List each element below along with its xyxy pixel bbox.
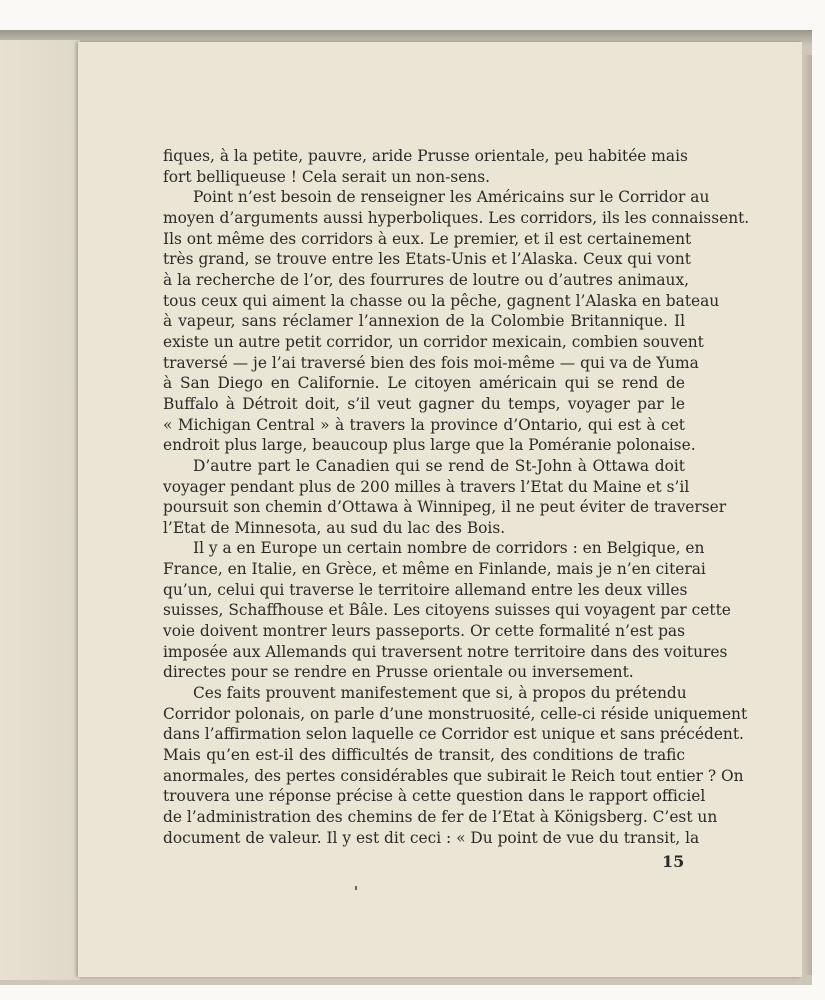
text-line: voyager pendant plus de 200 milles à travers l’Etat du Maine et s’il <box>163 477 690 496</box>
text-line: Point n’est besoin de renseigner les Américains sur le Corridor au <box>193 188 710 207</box>
text-line: « Michigan Central » à travers la province d’Ontario, qui est à cet <box>163 415 685 434</box>
text-line: Ils ont même des corridors à eux. Le premier, et il est certainement <box>163 229 692 248</box>
text-line: voie doivent montrer leurs passeports. Or cette formalité n’est pas <box>163 622 685 641</box>
text-line: tous ceux qui aiment la chasse ou la pêche, gagnent l’Alaska en bateau <box>163 291 720 310</box>
text-line: anormales, des pertes considérables que subirait le Reich tout entier ? On <box>163 766 744 785</box>
text-line: suisses, Schaffhouse et Bâle. Les citoyens suisses qui voyagent par cette <box>163 601 731 620</box>
text-line: trouvera une réponse précise à cette question dans le rapport officiel <box>163 787 706 806</box>
text-line: Mais qu’en est-il des difficultés de transit, des conditions de trafic <box>163 746 685 765</box>
text-line: Ces faits prouvent manifestement que si, à propos du prétendu <box>193 684 687 703</box>
text-line: France, en Italie, en Grèce, et même en Finlande, mais je n’en citerai <box>163 560 706 579</box>
text-line: à vapeur, sans réclamer l’annexion de la Colombie Britannique. Il <box>163 312 685 331</box>
text-line: à San Diego en Californie. Le citoyen américain qui se rend de <box>163 374 685 393</box>
text-line: directes pour se rendre en Prusse orientale ou inversement. <box>163 663 634 682</box>
text-line: Corridor polonais, on parle d’une monstruosité, celle-ci réside uniquement <box>163 704 748 723</box>
print-mark <box>355 886 357 890</box>
text-line: endroit plus large, beaucoup plus large que la Poméranie polonaise. <box>163 436 696 455</box>
text-line: existe un autre petit corridor, un corridor mexicain, combien souvent <box>163 332 704 351</box>
text-line: document de valeur. Il y est dit ceci : « Du point de vue du transit, la <box>163 828 700 847</box>
text-line: Buffalo à Détroit doit, s’il veut gagner du temps, voyager par le <box>163 394 685 413</box>
text-line: D’autre part le Canadien qui se rend de St-John à Ottawa doit <box>193 456 685 475</box>
text-line: très grand, se trouve entre les Etats-Unis et l’Alaska. Ceux qui vont <box>163 250 691 269</box>
text-line: traversé — je l’ai traversé bien des fois moi-même — qui va de Yuma <box>163 353 699 372</box>
text-line: fiques, à la petite, pauvre, aride Prusse orientale, peu habitée mais <box>163 147 688 165</box>
text-line: moyen d’arguments aussi hyperboliques. Les corridors, ils les connaissent. <box>163 208 750 227</box>
text-line: l’Etat de Minnesota, au sud du lac des Bois. <box>163 518 506 537</box>
previous-page-edge <box>0 40 80 980</box>
text-line: dans l’affirmation selon laquelle ce Corridor est unique et sans précédent. <box>163 725 744 744</box>
body-text <box>163 146 750 848</box>
text-line: de l’administration des chemins de fer de l’Etat à Königsberg. C’est un <box>163 808 718 826</box>
text-line: à la recherche de l’or, des fourrures de loutre ou d’autres animaux, <box>163 270 690 289</box>
text-line: qu’un, celui qui traverse le territoire allemand entre les deux villes <box>163 580 688 599</box>
text-line: fort belliqueuse ! Cela serait un non-sens. <box>163 167 491 186</box>
text-line: Il y a en Europe un certain nombre de corridors : en Belgique, en <box>193 539 705 558</box>
text-line: imposée aux Allemands qui traversent notre territoire dans des voitures <box>163 642 728 661</box>
page-number: 15 <box>662 852 685 871</box>
text-line: poursuit son chemin d’Ottawa à Winnipeg, il ne peut éviter de traverser <box>163 498 727 517</box>
